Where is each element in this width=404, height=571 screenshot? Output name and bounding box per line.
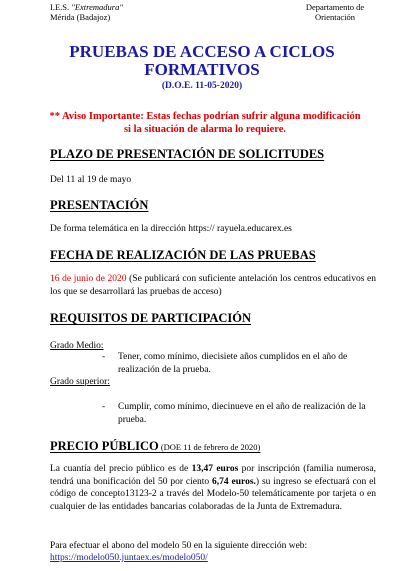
department-line1: Departamento de [305, 2, 365, 12]
important-notice [40, 110, 370, 136]
precio-heading-note: (DOE 11 de febrero de 2020) [158, 442, 261, 452]
exam-date: 16 de junio de 2020 [50, 274, 127, 284]
precio-text-part1: La cuantía del precio público es de [50, 464, 192, 474]
presentacion-text: De forma telemática en la dirección https:// rayuela.educarex.es [50, 224, 292, 234]
notice-line2: si la situación de alarma lo requiere. [123, 124, 287, 135]
school-prefix: I.E.S. [50, 2, 72, 12]
fecha-description: (Se publicará con suficiente antelación los centros educativos en los que se desarrollará las pruebas de acceso) [50, 274, 376, 297]
section-heading-requisitos: REQUISITOS DE PARTICIPACIÓN [50, 311, 251, 325]
doe-reference: (D.O.E. 11-05-2020) [161, 81, 243, 91]
grado-superior-requirement: Cumplir, como mínimo, diecinueve en el año de realización de la prueba. [118, 402, 366, 425]
department-header [290, 2, 380, 22]
section-heading-precio [50, 439, 260, 454]
bullet-dash: - [102, 352, 106, 362]
school-header [50, 2, 123, 22]
notice-line1: ** Aviso Importante: Estas fechas podrían sufrir alguna modificación [49, 111, 361, 122]
page-title-line1: PRUEBAS DE ACCESO A CICLOS [69, 42, 335, 61]
school-name: "Extremadura" [71, 2, 123, 12]
precio-text [50, 463, 376, 513]
abono-link-wrapper [50, 552, 376, 565]
fecha-text [50, 273, 376, 298]
page-title-line2: FORMATIVOS [144, 60, 260, 79]
precio-text-part2: por inscripción (familia numerosa, tendrá una bonificación del 50 por ciento [50, 464, 376, 487]
school-location: Mérida (Badajoz) [50, 12, 111, 22]
plazo-text: Del 11 al 19 de mayo [50, 175, 132, 185]
modelo050-link[interactable]: https://modelo050.juntaex.es/modelo050/ [50, 553, 208, 563]
price-amount: 13,47 euros [191, 464, 239, 474]
section-heading-fecha: FECHA DE REALIZACIÓN DE LAS PRUEBAS [50, 248, 316, 262]
section-heading-presentacion: PRESENTACIÓN [50, 198, 149, 212]
abono-text: Para efectuar el abono del modelo 50 en la siguiente dirección web: [50, 541, 308, 551]
grado-medio-label: Grado Medio: [50, 341, 104, 351]
grado-medio-requirement: Tener, como mínimo, diecisiete años cumplidos en el año de realización de la prueba. [118, 352, 348, 375]
department-line2: Orientación [314, 12, 356, 22]
reduced-price-amount: 6,74 euros. [212, 476, 256, 487]
precio-text-part3: ) su ingreso se efectuará con el código de concepto13123-2 a través del Modelo-50 telemáticamente por tarjeta o en cualquier de las entidades bancarias colaboradas de la Junta de Extremadura. [50, 476, 376, 512]
section-heading-plazo: PLAZO DE PRESENTACIÓN DE SOLICITUDES [50, 147, 325, 161]
precio-heading: PRECIO PÚBLICO [50, 439, 159, 453]
grado-superior-label: Grado superior: [50, 377, 110, 387]
bullet-dash: - [102, 402, 106, 412]
